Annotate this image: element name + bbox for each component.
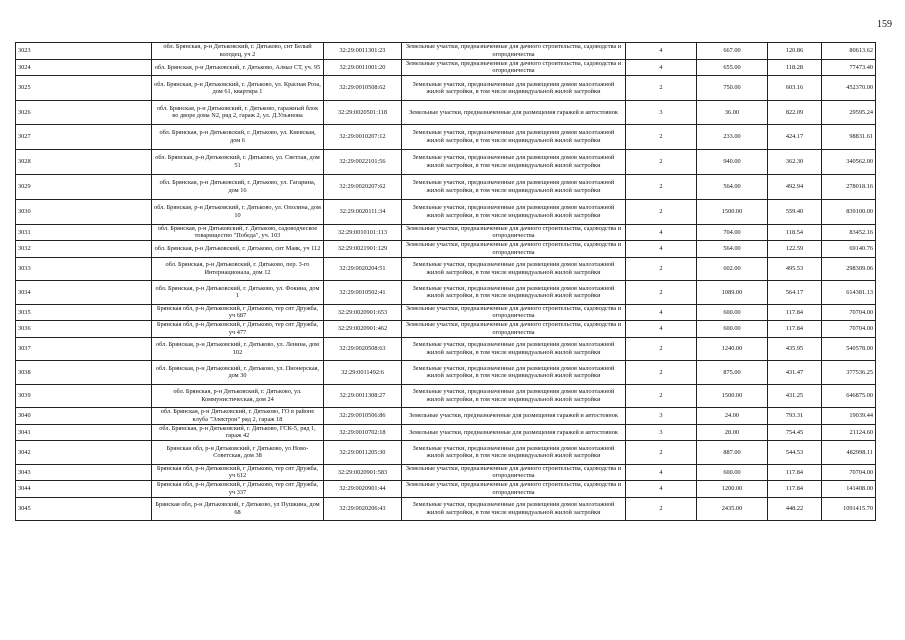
row-group: 2: [626, 361, 697, 385]
row-id: 3031: [16, 224, 152, 241]
row-area: 887.00: [697, 441, 768, 465]
row-cadastral-value: 141408.00: [822, 481, 876, 498]
row-area: 667.00: [697, 43, 768, 60]
row-address: обл. Брянская, р-н Дятьковский, г. Дятьково, снт Маяк, уч 112: [152, 241, 324, 258]
row-address: обл. Брянская, р-н Дятьковский, г. Дятьково, гаражный блок во дворе дома N2, ряд 2, гараж 2, ул. Д.Ульянова: [152, 101, 324, 125]
row-cadastral-number: 32:29:0020206:43: [324, 497, 402, 521]
row-land-use: Земельные участки, предназначенные для размещения домов малоэтажной жилой застройки, в том числе индивидуальной жилой застройки: [402, 337, 626, 361]
row-id: 3038: [16, 361, 152, 385]
row-id: 3024: [16, 59, 152, 76]
row-cadastral-value: 482998.11: [822, 441, 876, 465]
row-cadastral-value: 540578.00: [822, 337, 876, 361]
row-cadastral-number: 32:29:0020508:63: [324, 337, 402, 361]
row-area: 602.00: [697, 257, 768, 281]
row-id: 3040: [16, 408, 152, 425]
row-cadastral-value: 83452.16: [822, 224, 876, 241]
row-address: Брянская обл, р-н Дятьковский, г Дятьково, тер снт Дружба, уч 612: [152, 464, 324, 481]
row-address: обл. Брянская, р-н Дятьковский, г. Дятьково, ул. Ленина, дом 102: [152, 337, 324, 361]
table-row: [16, 464, 876, 481]
row-cadastral-number: 32:29:0011492:6: [324, 361, 402, 385]
row-address: Брянская обл, р-н Дятьковский, г Дятьково, ул Ново-Советская, дом 38: [152, 441, 324, 465]
table-row: [16, 59, 876, 76]
row-cadastral-value: 29595.24: [822, 101, 876, 125]
row-land-use: Земельные участки, предназначенные для размещения домов малоэтажной жилой застройки, в том числе индивидуальной жилой застройки: [402, 361, 626, 385]
table-row: [16, 408, 876, 425]
table-body: [16, 43, 876, 521]
row-id: 3026: [16, 101, 152, 125]
table-row: [16, 43, 876, 60]
row-address: Брянская обл, р-н Дятьковский, г Дятьково, тер снт Дружба, уч 337: [152, 481, 324, 498]
row-cadastral-number: 32:29:0020111:34: [324, 199, 402, 224]
row-cadastral-number: 32:29:0011308:27: [324, 384, 402, 408]
row-land-use: Земельные участки, предназначенные для размещения домов малоэтажной жилой застройки, в том числе индивидуальной жилой застройки: [402, 497, 626, 521]
row-id: 3039: [16, 384, 152, 408]
table-row: [16, 337, 876, 361]
row-rate: 362.30: [768, 149, 822, 174]
row-cadastral-value: 70704.00: [822, 321, 876, 338]
row-rate: 122.59: [768, 241, 822, 258]
row-rate: 603.16: [768, 76, 822, 101]
table-row: [16, 76, 876, 101]
table-row: [16, 199, 876, 224]
row-cadastral-value: 377536.25: [822, 361, 876, 385]
row-address: обл. Брянская, р-н Дятьковский, г. Дятьково, ул. Пионерская, дом 30: [152, 361, 324, 385]
row-group: 4: [626, 241, 697, 258]
row-rate: 448.22: [768, 497, 822, 521]
row-cadastral-number: 32:29:0020204:51: [324, 257, 402, 281]
row-group: 4: [626, 481, 697, 498]
row-cadastral-number: 32:29:0021901:129: [324, 241, 402, 258]
row-rate: 822.09: [768, 101, 822, 125]
row-address: обл. Брянская, р-н Дятьковский, г. Дятьково, ул. Киевская, дом 6: [152, 124, 324, 149]
table-row: [16, 281, 876, 305]
row-id: 3030: [16, 199, 152, 224]
table-row: [16, 304, 876, 321]
row-rate: 559.40: [768, 199, 822, 224]
row-rate: 117.84: [768, 304, 822, 321]
row-land-use: Земельные участки, предназначенные для размещения домов малоэтажной жилой застройки, в том числе индивидуальной жилой застройки: [402, 199, 626, 224]
row-address: обл. Брянская, р-н Дятьковский, г. Дятьково, ул. Красная Роза, дом 61, квартира 1: [152, 76, 324, 101]
row-land-use: Земельные участки, предназначенные для размещения домов малоэтажной жилой застройки, в том числе индивидуальной жилой застройки: [402, 257, 626, 281]
row-rate: 431.25: [768, 384, 822, 408]
row-id: 3023: [16, 43, 152, 60]
row-rate: 431.47: [768, 361, 822, 385]
row-land-use: Земельные участки, предназначенные для размещения гаражей и автостоянок: [402, 101, 626, 125]
row-id: 3025: [16, 76, 152, 101]
table-row: [16, 424, 876, 441]
row-id: 3027: [16, 124, 152, 149]
row-group: 2: [626, 149, 697, 174]
row-group: 4: [626, 224, 697, 241]
row-cadastral-number: 32:29:0010506:86: [324, 408, 402, 425]
row-id: 3029: [16, 174, 152, 199]
row-address: обл. Брянская, р-н Дятьковский, г. Дятьково, ул. Ополина, дом 10: [152, 199, 324, 224]
row-area: 600.00: [697, 304, 768, 321]
row-address: обл. Брянская, р-н Дятьковский, г. Дятьково, ГО в районе клуба "Электрон" ряд 2, гараж 18: [152, 408, 324, 425]
row-land-use: Земельные участки, предназначенные для размещения гаражей и автостоянок: [402, 408, 626, 425]
row-address: обл. Брянская, р-н Дятьковский, г. Дятьково, ГСК-5, ряд 1, гараж 42: [152, 424, 324, 441]
row-cadastral-number: 32:29:0020207:62: [324, 174, 402, 199]
row-rate: 435.95: [768, 337, 822, 361]
row-address: обл. Брянская, р-н Дятьковский, г. Дятьково, ул. Светлая, дом 51: [152, 149, 324, 174]
row-address: обл. Брянская, р-н Дятьковский, г. Дятьково, снт Белый колодец, уч 2: [152, 43, 324, 60]
row-id: 3043: [16, 464, 152, 481]
row-rate: 495.53: [768, 257, 822, 281]
row-id: 3041: [16, 424, 152, 441]
row-land-use: Земельные участки, предназначенные для размещения домов малоэтажной жилой застройки, в том числе индивидуальной жилой застройки: [402, 281, 626, 305]
row-area: 750.00: [697, 76, 768, 101]
row-cadastral-value: 340562.00: [822, 149, 876, 174]
row-cadastral-number: 32:29:0011001:20: [324, 59, 402, 76]
row-cadastral-value: 278018.16: [822, 174, 876, 199]
row-land-use: Земельные участки, предназначенные для размещения домов малоэтажной жилой застройки, в том числе индивидуальной жилой застройки: [402, 384, 626, 408]
row-land-use: Земельные участки, предназначенные для дачного строительства, садоводства и огородничества: [402, 241, 626, 258]
row-group: 4: [626, 304, 697, 321]
row-id: 3028: [16, 149, 152, 174]
row-cadastral-number: 32:29:0010502:41: [324, 281, 402, 305]
registry-table: [15, 42, 876, 521]
row-area: 1500.00: [697, 199, 768, 224]
row-rate: 118.54: [768, 224, 822, 241]
page-number: 159: [877, 19, 892, 30]
row-rate: 117.84: [768, 464, 822, 481]
row-id: 3032: [16, 241, 152, 258]
row-area: 564.00: [697, 241, 768, 258]
row-address: обл. Брянская, р-н Дятьковский, г. Дятьково, ул. Фокина, дом 1: [152, 281, 324, 305]
row-group: 2: [626, 384, 697, 408]
row-rate: 793.31: [768, 408, 822, 425]
row-cadastral-value: 646875.00: [822, 384, 876, 408]
row-area: 233.00: [697, 124, 768, 149]
row-area: 655.00: [697, 59, 768, 76]
row-address: обл. Брянская, р-н Дятьковский, г. Дятьково, садоводческое товарищество "Победа", уч. 103: [152, 224, 324, 241]
row-area: 2435.00: [697, 497, 768, 521]
row-area: 36.00: [697, 101, 768, 125]
row-cadastral-number: 32:29:0020901:44: [324, 481, 402, 498]
table-row: [16, 497, 876, 521]
row-group: 2: [626, 174, 697, 199]
row-id: 3037: [16, 337, 152, 361]
row-cadastral-value: 298309.06: [822, 257, 876, 281]
table-row: [16, 101, 876, 125]
row-cadastral-value: 614381.13: [822, 281, 876, 305]
row-address: Брянская обл, р-н Дятьковский, г Дятьково, тер снт Дружба, уч 477: [152, 321, 324, 338]
row-cadastral-number: 32:29:0010508:62: [324, 76, 402, 101]
row-land-use: Земельные участки, предназначенные для размещения домов малоэтажной жилой застройки, в том числе индивидуальной жилой застройки: [402, 441, 626, 465]
row-group: 2: [626, 76, 697, 101]
row-cadastral-value: 70704.00: [822, 304, 876, 321]
row-group: 2: [626, 497, 697, 521]
row-rate: 424.17: [768, 124, 822, 149]
row-id: 3035: [16, 304, 152, 321]
row-address: Брянская обл, р-н Дятьковский, г Дятьково, тер снт Дружба, уч 687: [152, 304, 324, 321]
row-area: 1240.00: [697, 337, 768, 361]
row-group: 4: [626, 464, 697, 481]
table-row: [16, 224, 876, 241]
row-group: 2: [626, 199, 697, 224]
row-area: 600.00: [697, 464, 768, 481]
row-land-use: Земельные участки, предназначенные для дачного строительства, садоводства и огородничества: [402, 224, 626, 241]
row-address: обл. Брянская, р-н Дятьковский, г. Дятьково, пер. 3-го Интернационала, дом 12: [152, 257, 324, 281]
row-cadastral-value: 452370.00: [822, 76, 876, 101]
row-group: 2: [626, 281, 697, 305]
row-address: обл. Брянская, р-н Дятьковский, г. Дятьково, ул. Коммунистическая, дом 24: [152, 384, 324, 408]
table-row: [16, 481, 876, 498]
table-row: [16, 174, 876, 199]
row-address: Брянская обл, р-н Дятьковский, г Дятьково, ул Пушкина, дом 68: [152, 497, 324, 521]
row-id: 3044: [16, 481, 152, 498]
row-group: 2: [626, 441, 697, 465]
row-cadastral-value: 69140.76: [822, 241, 876, 258]
table-row: [16, 321, 876, 338]
row-address: обл. Брянская, р-н Дятьковский, г. Дятьково, ул. Гагарина, дом 16: [152, 174, 324, 199]
row-rate: 120.86: [768, 43, 822, 60]
row-land-use: Земельные участки, предназначенные для дачного строительства, садоводства и огородничества: [402, 321, 626, 338]
row-land-use: Земельные участки, предназначенные для дачного строительства, садоводства и огородничества: [402, 481, 626, 498]
row-cadastral-value: 19039.44: [822, 408, 876, 425]
row-area: 1089.00: [697, 281, 768, 305]
row-cadastral-number: 32:29:0020901:653: [324, 304, 402, 321]
row-cadastral-value: 1091415.70: [822, 497, 876, 521]
row-land-use: Земельные участки, предназначенные для размещения домов малоэтажной жилой застройки, в том числе индивидуальной жилой застройки: [402, 124, 626, 149]
row-land-use: Земельные участки, предназначенные для размещения гаражей и автостоянок: [402, 424, 626, 441]
row-cadastral-number: 32:29:0010101:113: [324, 224, 402, 241]
row-rate: 117.84: [768, 321, 822, 338]
row-cadastral-value: 70704.00: [822, 464, 876, 481]
row-group: 2: [626, 124, 697, 149]
row-land-use: Земельные участки, предназначенные для размещения домов малоэтажной жилой застройки, в том числе индивидуальной жилой застройки: [402, 149, 626, 174]
row-cadastral-number: 32:29:0020901:462: [324, 321, 402, 338]
row-cadastral-number: 32:29:0011205:30: [324, 441, 402, 465]
row-land-use: Земельные участки, предназначенные для дачного строительства, садоводства и огородничества: [402, 464, 626, 481]
row-group: 2: [626, 257, 697, 281]
row-id: 3034: [16, 281, 152, 305]
row-rate: 544.53: [768, 441, 822, 465]
row-cadastral-number: 32:29:0011301:23: [324, 43, 402, 60]
row-cadastral-number: 32:29:0022101:56: [324, 149, 402, 174]
row-rate: 564.17: [768, 281, 822, 305]
row-rate: 117.84: [768, 481, 822, 498]
table-row: [16, 124, 876, 149]
row-group: 4: [626, 59, 697, 76]
row-cadastral-number: 32:29:0020501:118: [324, 101, 402, 125]
row-cadastral-number: 32:29:0010702:18: [324, 424, 402, 441]
table-row: [16, 149, 876, 174]
row-id: 3045: [16, 497, 152, 521]
row-group: 3: [626, 408, 697, 425]
row-cadastral-value: 80613.62: [822, 43, 876, 60]
row-rate: 118.28: [768, 59, 822, 76]
row-land-use: Земельные участки, предназначенные для размещения домов малоэтажной жилой застройки, в том числе индивидуальной жилой застройки: [402, 76, 626, 101]
row-area: 28.00: [697, 424, 768, 441]
row-area: 564.00: [697, 174, 768, 199]
row-area: 1200.00: [697, 481, 768, 498]
row-cadastral-value: 77473.40: [822, 59, 876, 76]
table-row: [16, 384, 876, 408]
row-area: 875.00: [697, 361, 768, 385]
row-group: 4: [626, 43, 697, 60]
row-area: 24.00: [697, 408, 768, 425]
row-cadastral-number: 32:29:0010207:12: [324, 124, 402, 149]
row-id: 3033: [16, 257, 152, 281]
row-id: 3042: [16, 441, 152, 465]
row-id: 3036: [16, 321, 152, 338]
row-cadastral-value: 98831.61: [822, 124, 876, 149]
row-group: 4: [626, 321, 697, 338]
table-row: [16, 241, 876, 258]
row-address: обл. Брянская, р-н Дятьковский, г. Дятьково, Алмаз СТ, уч. 95: [152, 59, 324, 76]
row-rate: 492.94: [768, 174, 822, 199]
row-land-use: Земельные участки, предназначенные для дачного строительства, садоводства и огородничества: [402, 304, 626, 321]
row-cadastral-value: 839100.00: [822, 199, 876, 224]
row-cadastral-value: 21124.60: [822, 424, 876, 441]
table-row: [16, 361, 876, 385]
table-row: [16, 441, 876, 465]
row-land-use: Земельные участки, предназначенные для размещения домов малоэтажной жилой застройки, в том числе индивидуальной жилой застройки: [402, 174, 626, 199]
row-land-use: Земельные участки, предназначенные для дачного строительства, садоводства и огородничества: [402, 43, 626, 60]
row-area: 600.00: [697, 321, 768, 338]
row-cadastral-number: 32:29:0020901:583: [324, 464, 402, 481]
row-rate: 754.45: [768, 424, 822, 441]
row-area: 940.00: [697, 149, 768, 174]
row-group: 3: [626, 424, 697, 441]
row-land-use: Земельные участки, предназначенные для дачного строительства, садоводства и огородничества: [402, 59, 626, 76]
row-area: 1500.00: [697, 384, 768, 408]
row-group: 3: [626, 101, 697, 125]
row-area: 704.00: [697, 224, 768, 241]
row-group: 2: [626, 337, 697, 361]
table-row: [16, 257, 876, 281]
